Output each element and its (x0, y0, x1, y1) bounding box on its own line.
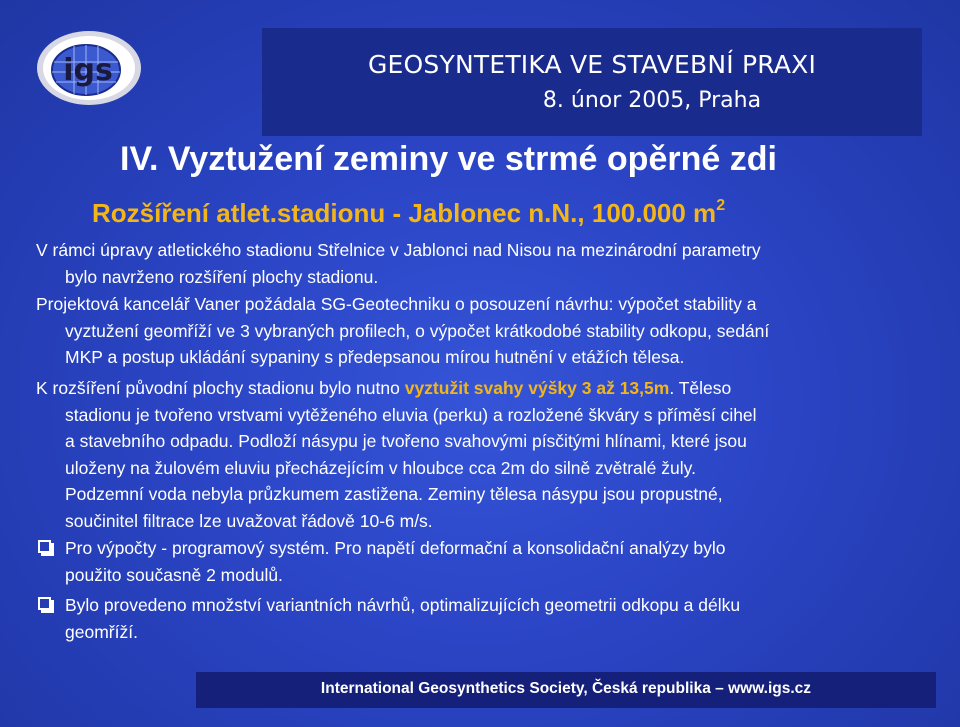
paragraph-geology: K rozšíření původní plochy stadionu bylo nutno vyztužit svahy výšky 3 až 13,5m. Těleso stadionu je tvořeno vrstvami vytěženého eluvia (perku) a rozložené škváry s příměsí cihel a stavebního odpadu. Podloží násypu je tvořeno svahovými písčitými hlínami, které jsou uloženy na žulovém eluviu přecházejícím v hloubce cca 2m do silně zvětralé žuly. Podzemní voda nebyla průzkumem zastižena. Zeminy tělesa násypu jsou propustné, součinitel filtrace lze uvažovat řádově 10-6 m/s. (36, 378, 757, 531)
slide-subtitle: Rozšíření atlet.stadionu - Jablonec n.N., 100.000 $m^2$ (92, 197, 726, 228)
conference-title: GEOSYNTETIKA VE STAVEBNÍ PRAXI (367, 50, 817, 79)
footer-text: International Geosynthetics Society, Česká republika – www.igs.cz (320, 680, 812, 697)
paragraph-intro: V rámci úpravy atletického stadionu Střelnice v Jablonci nad Nisou na mezinárodní parametry bylo navrženo rozšíření plochy stadionu. (36, 240, 761, 287)
subtitle-superscript: 2 (716, 197, 726, 214)
igs-logo (36, 30, 142, 106)
slide-title: IV. Vyztužení zeminy ve strmé opěrné zdi (120, 140, 777, 178)
paragraph-project: Projektová kancelář Vaner požádala SG-Geotechniku o posouzení návrhu: výpočet stability a vyztužení geomříží ve 3 vybraných profilech, o výpočet krátkodobé stability odkopu, sedání MKP a postup ukládání sypaniny s předepsanou mírou hutnění v etážích tělesa. (36, 294, 770, 367)
checkbox-bullet-icon (38, 597, 51, 610)
checkbox-bullet-icon (38, 540, 51, 553)
highlight-slope-height: vyztužit svahy výšky 3 až 13,5m (404, 378, 670, 398)
logo-text: igs (63, 53, 113, 88)
conference-date: 8. únor 2005, Praha (542, 88, 762, 113)
header-box (262, 28, 922, 136)
